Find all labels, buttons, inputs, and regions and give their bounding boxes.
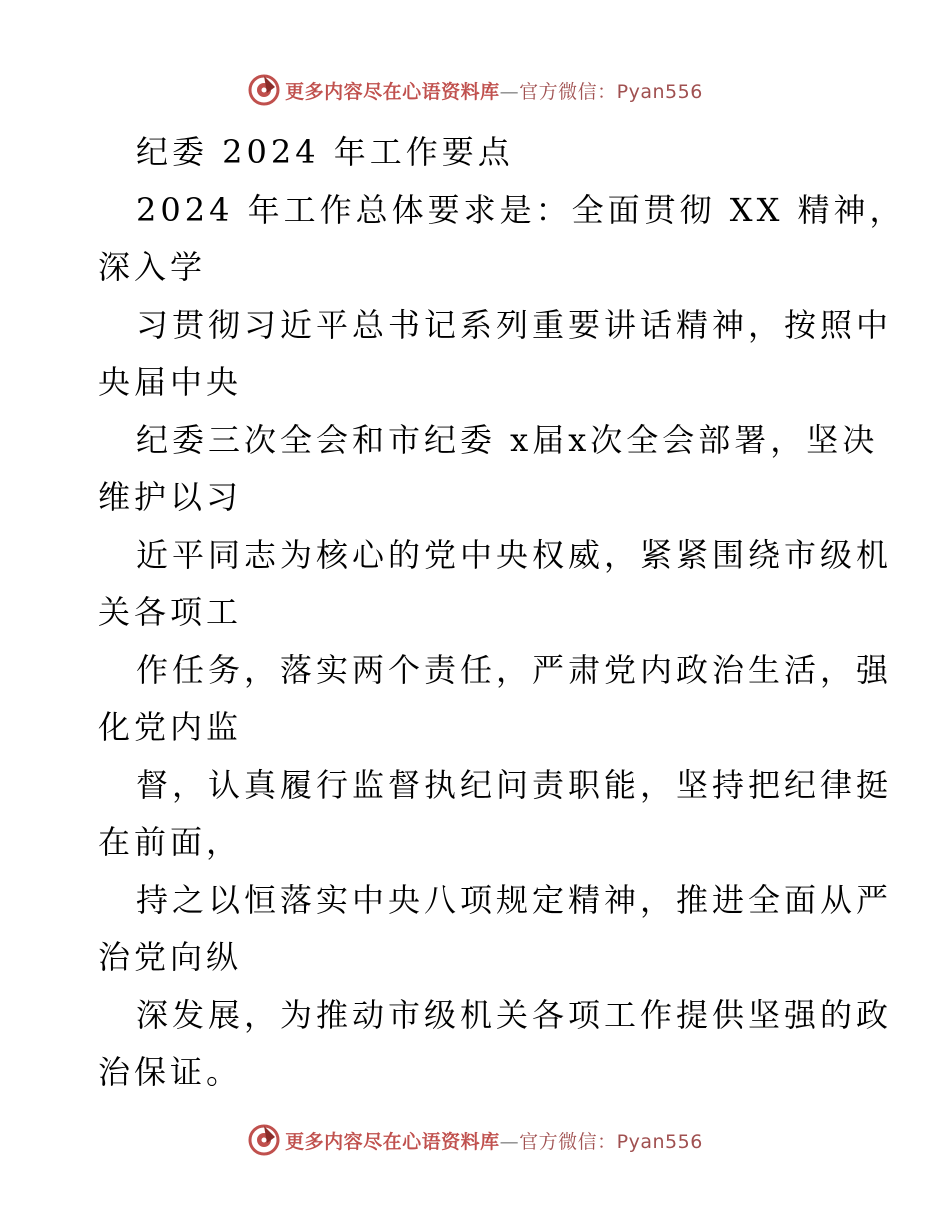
watermark-wechat-text: 官方微信：Pyan556	[519, 1130, 703, 1153]
document-body	[98, 124, 906, 1102]
doc-line: 习贯彻习近平总书记系列重要讲话精神，按照中	[136, 305, 893, 344]
watermark-separator: —	[499, 1130, 520, 1153]
watermark-text	[285, 1127, 703, 1154]
doc-line: 2024 年工作总体要求是：全面贯彻 XX 精神，	[136, 190, 906, 229]
doc-line: 在前面，	[98, 823, 243, 861]
doc-line: 督，认真履行监督执纪问责职能，坚持把纪律挺	[136, 765, 893, 804]
doc-line: 央届中央	[98, 363, 243, 401]
doc-line: 近平同志为核心的党中央权威，紧紧围绕市级机	[136, 535, 893, 574]
doc-line: 作任务，落实两个责任，严肃党内政治生活，强	[136, 650, 893, 689]
pen-nib-logo-icon	[247, 1123, 281, 1157]
doc-line: 治党向纵	[98, 938, 243, 976]
doc-line: 纪委三次全会和市纪委 x届x次全会部署，坚决	[136, 420, 879, 459]
watermark-main-text: 更多内容尽在心语资料库	[285, 1130, 500, 1153]
watermark-text	[285, 77, 703, 104]
watermark-wechat-text: 官方微信：Pyan556	[519, 80, 703, 103]
doc-line: 关各项工	[98, 593, 243, 631]
doc-line: 持之以恒落实中央八项规定精神，推进全面从严	[136, 880, 893, 919]
doc-line: 深入学	[98, 248, 207, 286]
watermark-separator: —	[499, 80, 520, 103]
header-watermark	[0, 70, 950, 110]
watermark-main-text: 更多内容尽在心语资料库	[285, 80, 500, 103]
doc-line: 维护以习	[98, 478, 243, 516]
doc-line: 治保证。	[98, 1053, 243, 1091]
doc-line: 深发展，为推动市级机关各项工作提供坚强的政	[136, 995, 893, 1034]
pen-nib-logo-icon	[247, 73, 281, 107]
doc-line: 化党内监	[98, 708, 243, 746]
doc-title: 纪委 2024 年工作要点	[136, 133, 514, 171]
footer-watermark	[0, 1120, 950, 1160]
